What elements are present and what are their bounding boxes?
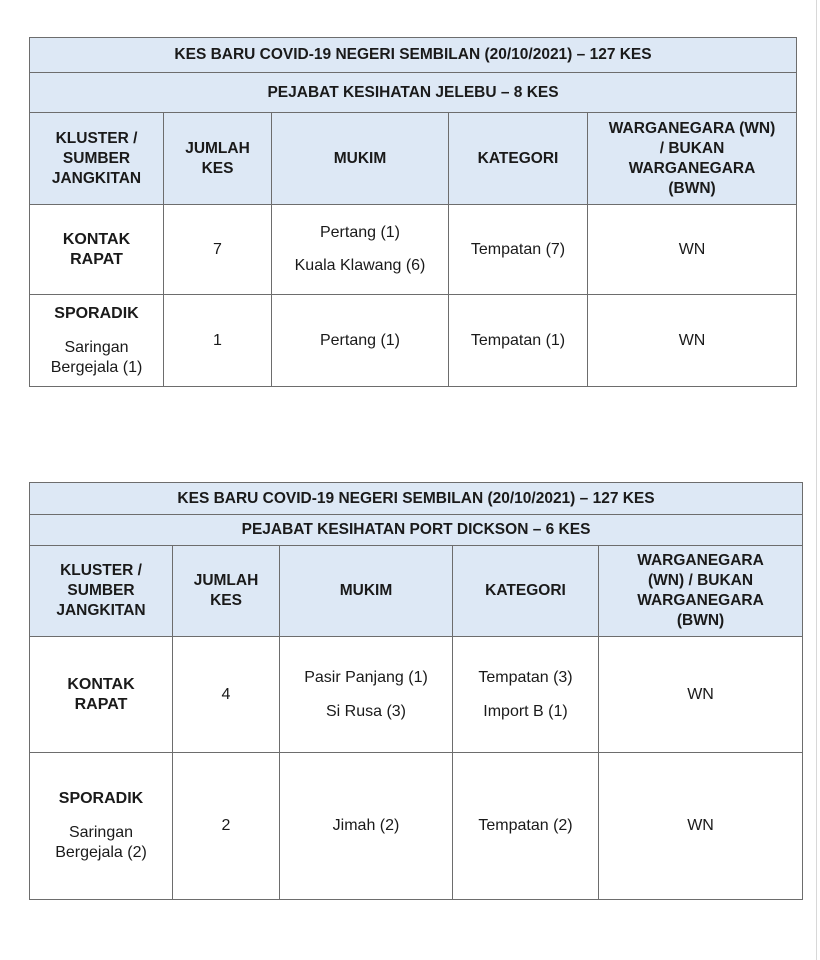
header-row xyxy=(30,546,803,637)
table-title: KES BARU COVID-19 NEGERI SEMBILAN (20/10/2021) – 127 KES xyxy=(30,38,797,73)
kluster-cell: SPORADIK Saringan Bergejala (2) xyxy=(30,753,173,900)
table-title-row xyxy=(30,483,803,515)
jumlah-cell: 2 xyxy=(173,753,280,900)
wn-cell: WN xyxy=(588,205,797,295)
table-row xyxy=(30,295,797,387)
table-title: KES BARU COVID-19 NEGERI SEMBILAN (20/10/2021) – 127 KES xyxy=(30,483,803,515)
header-kluster: KLUSTER / SUMBER JANGKITAN xyxy=(30,113,164,205)
office-row xyxy=(30,73,797,113)
mukim-cell: Jimah (2) xyxy=(280,753,453,900)
table-row xyxy=(30,637,803,753)
kluster-cell: KONTAK RAPAT xyxy=(30,205,164,295)
kategori-cell: Tempatan (2) xyxy=(453,753,599,900)
wn-cell: WN xyxy=(588,295,797,387)
office-title: PEJABAT KESIHATAN JELEBU – 8 KES xyxy=(30,73,797,113)
table-row xyxy=(30,753,803,900)
mukim-cell: Pertang (1) Kuala Klawang (6) xyxy=(272,205,449,295)
office-title: PEJABAT KESIHATAN PORT DICKSON – 6 KES xyxy=(30,515,803,546)
header-jumlah: JUMLAH KES xyxy=(173,546,280,637)
header-kategori: KATEGORI xyxy=(453,546,599,637)
jelebu-cases-table xyxy=(29,37,797,387)
kategori-cell: Tempatan (3) Import B (1) xyxy=(453,637,599,753)
port-dickson-cases-table xyxy=(29,482,803,900)
jumlah-cell: 4 xyxy=(173,637,280,753)
mukim-cell: Pasir Panjang (1) Si Rusa (3) xyxy=(280,637,453,753)
kluster-cell: SPORADIK Saringan Bergejala (1) xyxy=(30,295,164,387)
header-jumlah: JUMLAH KES xyxy=(164,113,272,205)
header-mukim: MUKIM xyxy=(280,546,453,637)
kluster-cell: KONTAK RAPAT xyxy=(30,637,173,753)
page-right-border xyxy=(816,0,817,960)
header-wn: WARGANEGARA (WN) / BUKAN WARGANEGARA (BWN) xyxy=(599,546,803,637)
header-mukim: MUKIM xyxy=(272,113,449,205)
wn-cell: WN xyxy=(599,637,803,753)
header-kluster: KLUSTER / SUMBER JANGKITAN xyxy=(30,546,173,637)
kategori-cell: Tempatan (7) xyxy=(449,205,588,295)
office-row xyxy=(30,515,803,546)
wn-cell: WN xyxy=(599,753,803,900)
table-row xyxy=(30,205,797,295)
mukim-cell: Pertang (1) xyxy=(272,295,449,387)
jumlah-cell: 7 xyxy=(164,205,272,295)
header-kategori: KATEGORI xyxy=(449,113,588,205)
table-title-row xyxy=(30,38,797,73)
header-row xyxy=(30,113,797,205)
jumlah-cell: 1 xyxy=(164,295,272,387)
header-wn: WARGANEGARA (WN) / BUKAN WARGANEGARA (BWN) xyxy=(588,113,797,205)
kategori-cell: Tempatan (1) xyxy=(449,295,588,387)
